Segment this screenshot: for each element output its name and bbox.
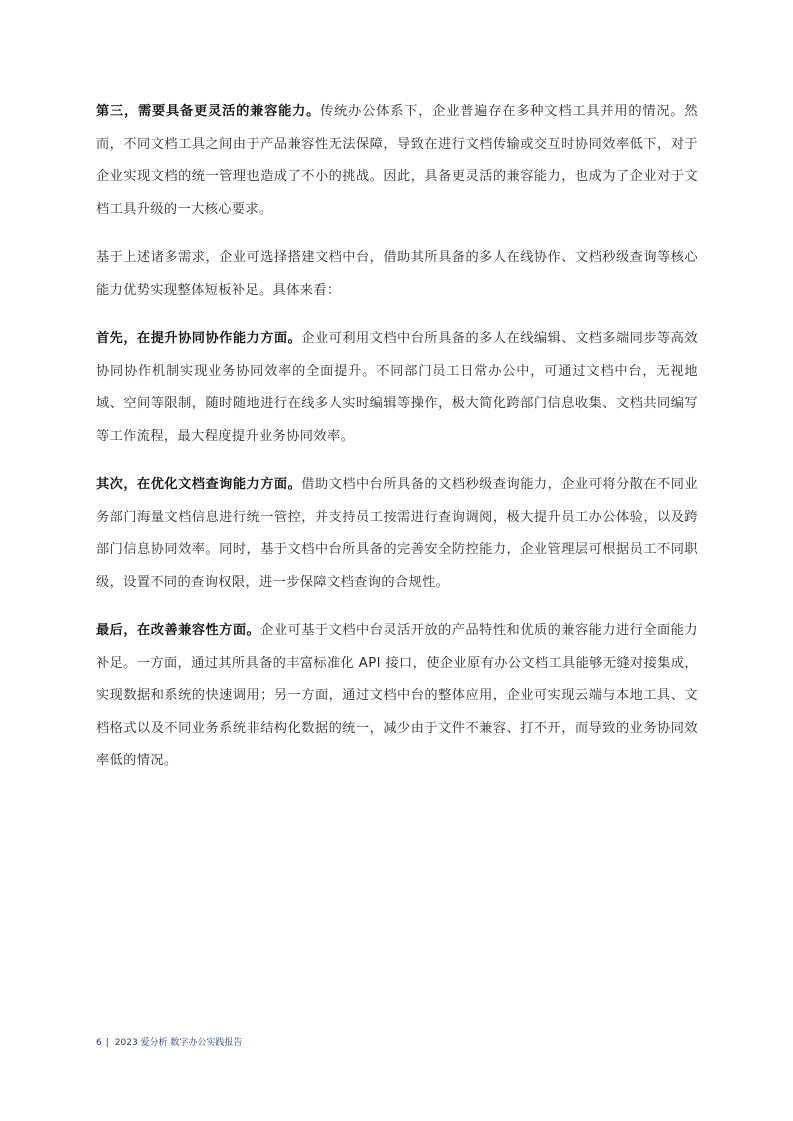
paragraph-body: 企业可利用文档中台所具备的多人在线编辑、文档多端同步等高效协同协作机制实现业务协同效率的全面提升。不同部门员工日常办公中，可通过文档中台，无视地域、空间等限制，随时随地进行在线多人实时编辑等操作，极大简化跨部门信息收集、文档共同编写等工作流程，最大程度提升业务协同效率。 — [96, 331, 698, 444]
paragraph-lead: 第三，需要具备更灵活的兼容能力。 — [96, 104, 321, 119]
paragraph-body: 借助文档中台所具备的文档秒级查询能力，企业可将分散在不同业务部门海量文档信息进行统一管控，并支持员工按需进行查询调阅，极大提升员工办公体验，以及跨部门信息协同效率。同时，基于文档中台所具备的完善安全防控能力，企业管理层可根据员工不同职级，设置不同的查询权限，进一步保障文档查询的合规性。 — [96, 477, 698, 590]
paragraph-body: 企业可基于文档中台灵活开放的产品特性和优质的兼容能力进行全面能力补足。一方面，通过其所具备的丰富标准化 API 接口，使企业原有办公文档工具能够无缝对接集成，实现数据和系统的快速调用；另一方面，通过文档中台的整体应用，企业可实现云端与本地工具、文档格式以及不同业务系统非结构化数据的统一，减少由于文件不兼容、打不开，而导致的业务协同效率低的情况。 — [96, 623, 699, 768]
page-footer — [96, 1036, 242, 1050]
body-text — [96, 96, 698, 794]
paragraph-lead: 首先，在提升协同协作能力方面。 — [96, 331, 302, 346]
paragraph-compat-improve — [96, 615, 698, 778]
footer-separator: | — [105, 1038, 109, 1048]
paragraph-collaboration — [96, 323, 698, 453]
paragraph-body: 基于上述诸多需求，企业可选择搭建文档中台，借助其所具备的多人在线协作、文档秒级查询等核心能力优势实现整体短板补足。具体来看： — [96, 250, 698, 298]
report-title: 2023 爱分析 数字办公实践报告 — [114, 1038, 243, 1048]
page-number: 6 — [96, 1038, 102, 1048]
paragraph-compatibility — [96, 96, 698, 226]
paragraph-lead: 其次，在优化文档查询能力方面。 — [96, 477, 302, 492]
paragraph-query — [96, 469, 698, 599]
paragraph-body: 传统办公体系下，企业普遍存在多种文档工具并用的情况。然而，不同文档工具之间由于产品兼容性无法保障，导致在进行文档传输或交互时协同效率低下，对于企业实现文档的统一管理也造成了不小的挑战。因此，具备更灵活的兼容能力，也成为了企业对于文档工具升级的一大核心要求。 — [96, 104, 698, 217]
paragraph-lead: 最后，在改善兼容性方面。 — [96, 623, 261, 638]
paragraph-summary — [96, 242, 698, 307]
